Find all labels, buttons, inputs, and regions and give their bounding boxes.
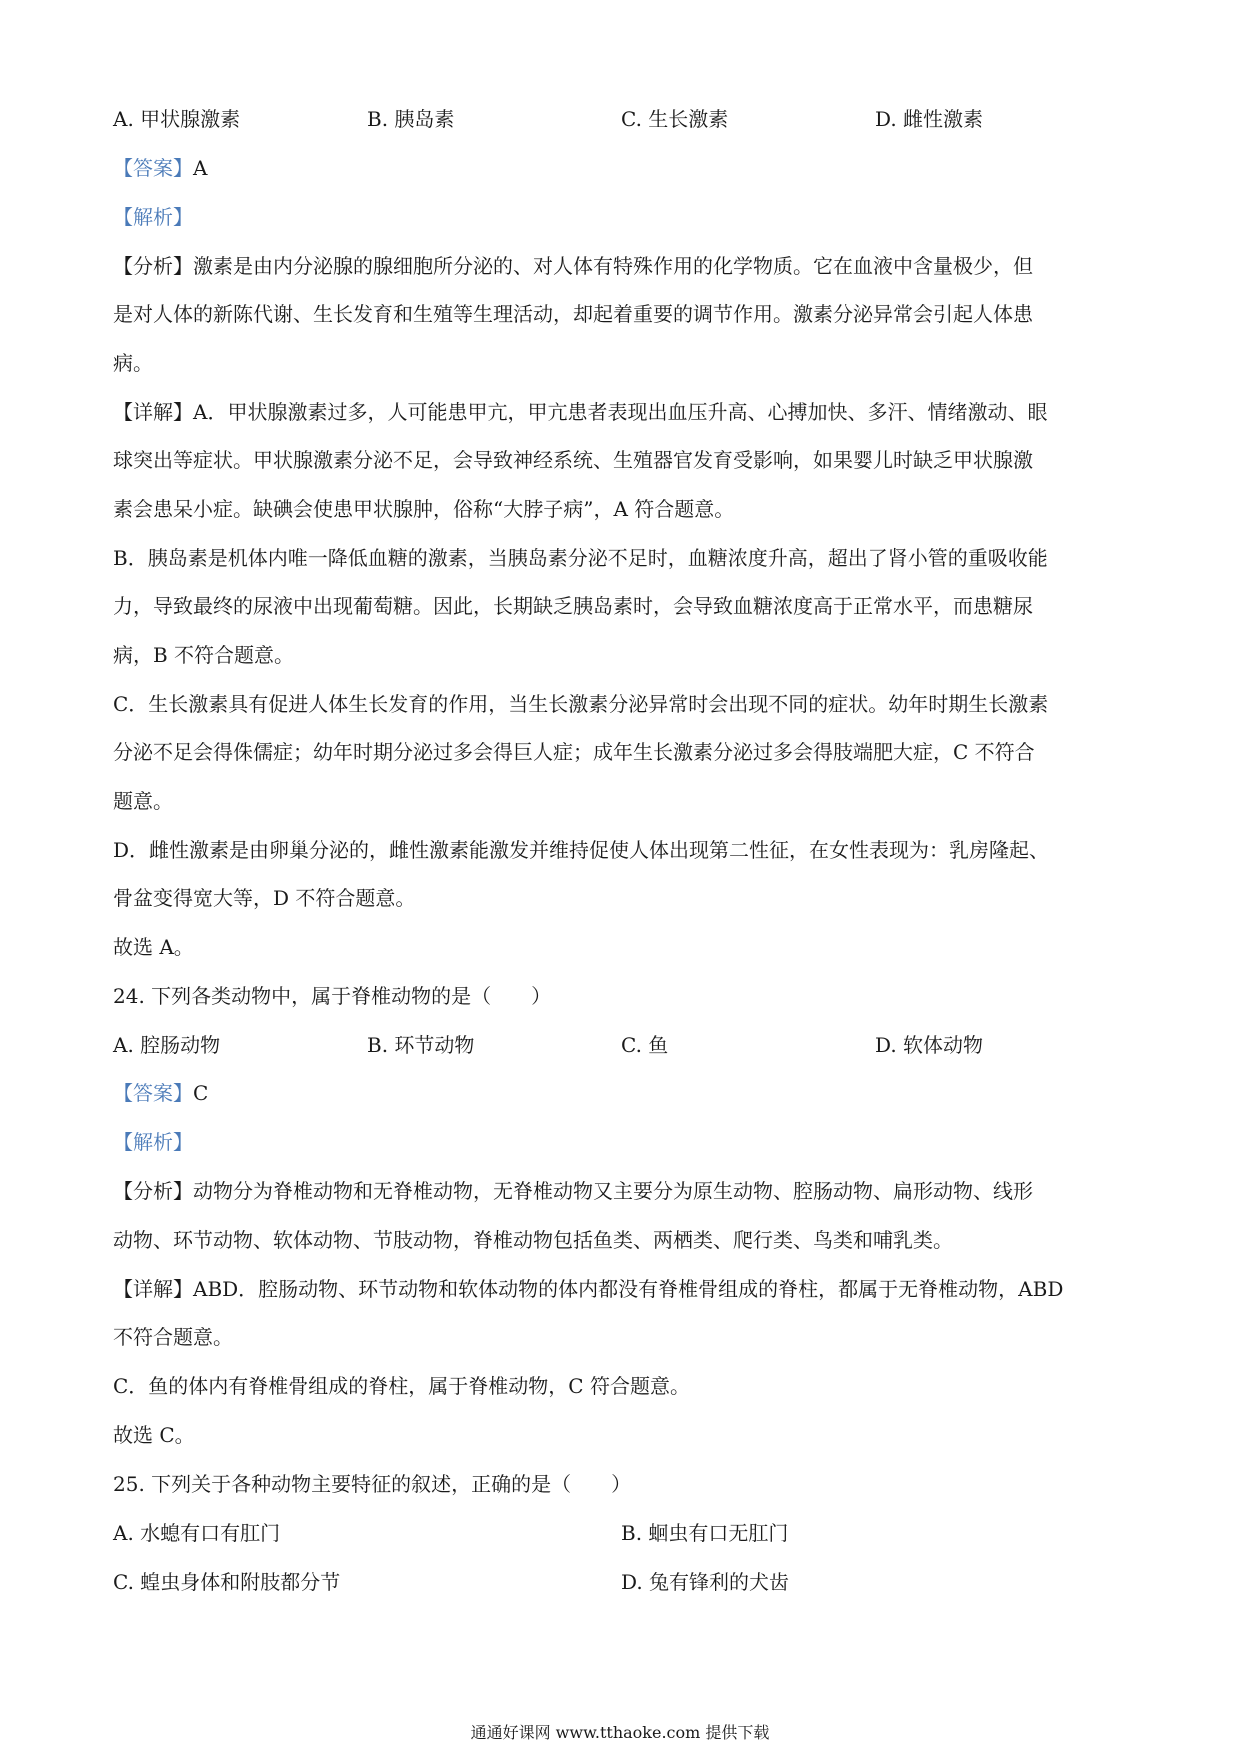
q23-text-line: 病。 [113,351,153,375]
analysis-tag: 【解析】 [113,1130,193,1154]
q23-option-b: B. 胰岛素 [367,107,455,131]
q23-conclusion: 故选 A。 [113,935,194,959]
q23-text-line: B．胰岛素是机体内唯一降低血糖的激素，当胰岛素分泌不足时，血糖浓度升高，超出了肾小管的重吸收能 [113,546,1048,570]
q24-text-line: 不符合题意。 [113,1325,233,1349]
q23-option-d: D. 雌性激素 [875,107,984,131]
q23-option-c: C. 生长激素 [621,107,729,131]
q24-text-line: 动物、环节动物、软体动物、节肢动物，脊椎动物包括鱼类、两栖类、爬行类、鸟类和哺乳类。 [113,1228,953,1252]
q23-text-line: 【分析】激素是由内分泌腺的腺细胞所分泌的、对人体有特殊作用的化学物质。它在血液中含量极少，但 [113,254,1033,278]
q24-option-c: C. 鱼 [621,1033,669,1057]
q25-option-d: D. 兔有锋利的犬齿 [621,1570,790,1594]
analysis-tag: 【解析】 [113,205,193,229]
q24-option-d: D. 软体动物 [875,1033,984,1057]
q23-text-line: 是对人体的新陈代谢、生长发育和生殖等生理活动，却起着重要的调节作用。激素分泌异常会引起人体患 [113,302,1033,326]
q24-answer [113,1079,1133,1107]
q25-option-a: A. 水螅有口有肛门 [113,1521,281,1545]
q23-text-line: 球突出等症状。甲状腺激素分泌不足，会导致神经系统、生殖器官发育受影响，如果婴儿时缺乏甲状腺激 [113,448,1033,472]
answer-value: C [193,1081,209,1105]
q25-option-b: B. 蛔虫有口无肛门 [621,1521,789,1545]
answer-tag: 【答案】 [113,1081,193,1105]
q25-option-c: C. 蝗虫身体和附肢都分节 [113,1570,341,1594]
q23-text-line: 【详解】A．甲状腺激素过多，人可能患甲亢，甲亢患者表现出血压升高、心搏加快、多汗、情绪激动、眼 [113,400,1048,424]
q23-text-line: 素会患呆小症。缺碘会使患甲状腺肿，俗称“大脖子病”，A 符合题意。 [113,497,735,521]
q23-text-line: D．雌性激素是由卵巢分泌的，雌性激素能激发并维持促使人体出现第二性征，在女性表现为：乳房隆起、 [113,838,1050,862]
q24-conclusion: 故选 C。 [113,1423,195,1447]
q24-text-line: C．鱼的体内有脊椎骨组成的脊柱，属于脊椎动物，C 符合题意。 [113,1374,690,1398]
q23-answer [113,154,1133,182]
page-footer: 通通好课网 www.tthaoke.com 提供下载 [470,1723,770,1742]
q23-text-line: 病，B 不符合题意。 [113,643,295,667]
q24-text-line: 【分析】动物分为脊椎动物和无脊椎动物，无脊椎动物又主要分为原生动物、腔肠动物、扁形动物、线形 [113,1179,1033,1203]
q25-stem: 25. 下列关于各种动物主要特征的叙述，正确的是（ ） [113,1472,632,1496]
q23-text-line: 骨盆变得宽大等，D 不符合题意。 [113,886,416,910]
answer-value: A [193,156,208,180]
q23-text-line: C．生长激素具有促进人体生长发育的作用，当生长激素分泌异常时会出现不同的症状。幼年时期生长激素 [113,692,1049,716]
q23-analysis-tag [113,203,1133,231]
q24-stem: 24. 下列各类动物中，属于脊椎动物的是（ ） [113,984,552,1008]
q24-option-a: A. 腔肠动物 [113,1033,221,1057]
q24-option-b: B. 环节动物 [367,1033,475,1057]
q23-text-line: 分泌不足会得侏儒症；幼年时期分泌过多会得巨人症；成年生长激素分泌过多会得肢端肥大症，C 不符合 [113,740,1035,764]
q24-analysis-tag [113,1128,1133,1156]
answer-tag: 【答案】 [113,156,193,180]
q23-option-a: A. 甲状腺激素 [113,107,241,131]
q24-text-line: 【详解】ABD．腔肠动物、环节动物和软体动物的体内都没有脊椎骨组成的脊柱，都属于无脊椎动物，ABD [113,1277,1064,1301]
q23-text-line: 力，导致最终的尿液中出现葡萄糖。因此，长期缺乏胰岛素时，会导致血糖浓度高于正常水平，而患糖尿 [113,594,1033,618]
q23-text-line: 题意。 [113,789,173,813]
